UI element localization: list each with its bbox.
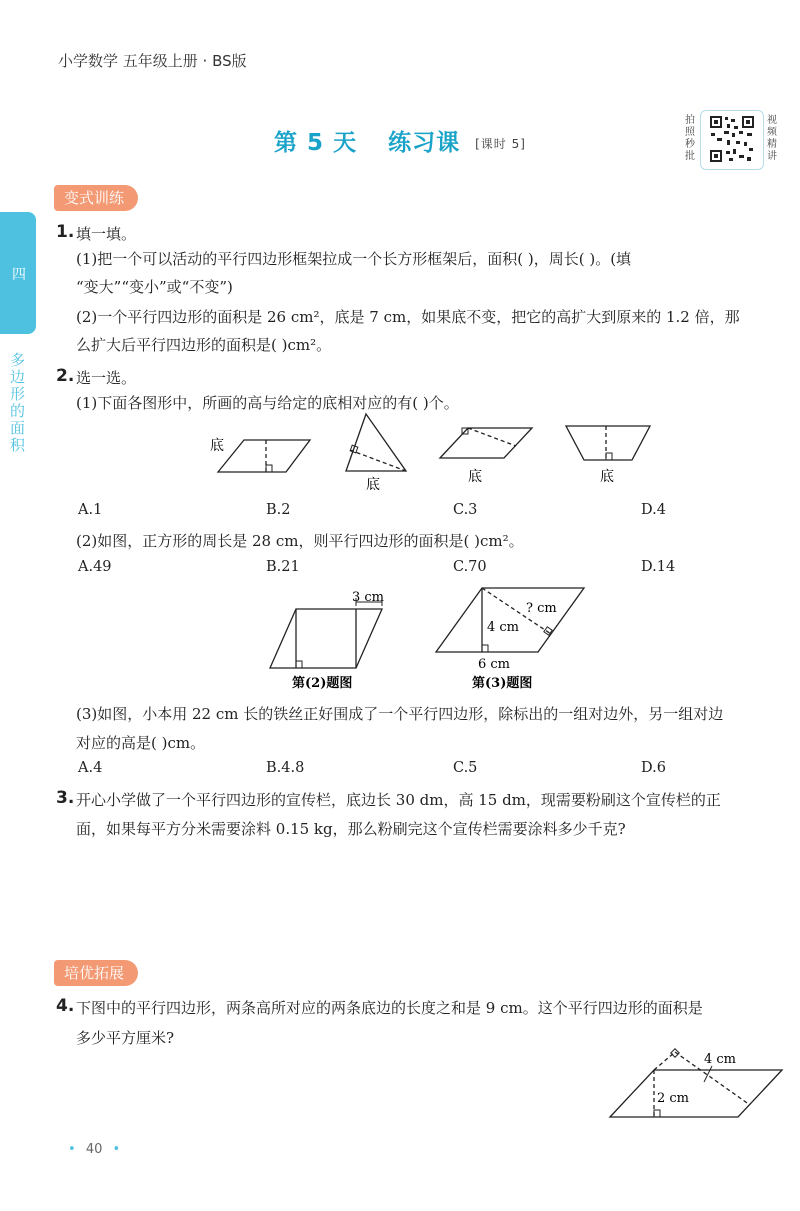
q2-part1-figures (200, 410, 660, 500)
book-header: 小学数学 五年级上册 · BS版 (58, 52, 247, 70)
q2-part3-line1: (3)如图，小本用 22 cm 长的铁丝正好围成了一个平行四边形，除标出的一组对边外，另一组对边 (76, 705, 724, 723)
figure-a (218, 440, 310, 472)
q2-part1: (1)下面各图形中，所画的高与给定的底相对应的有( )个。 (76, 394, 459, 412)
q2-part1-option-d[interactable]: D.4 (641, 502, 666, 518)
chapter-title: 多边形的面积 (10, 351, 26, 454)
q4-label-2cm: 2 cm (657, 1091, 690, 1106)
q2-title: 选一选。 (76, 369, 137, 387)
q1-part2-line1: (2)一个平行四边形的面积是 26 cm²，底是 7 cm，如果底不变，把它的高扩大到原来的 1.2 倍，那 (76, 308, 740, 326)
q3-number: 3. (56, 788, 75, 808)
page-number: 40 (85, 1142, 103, 1157)
q4-number: 4. (56, 996, 75, 1016)
q2-part2-option-d[interactable]: D.14 (641, 559, 676, 575)
fig3-caption: 第(3)题图 (472, 676, 533, 691)
page-footer (62, 1142, 126, 1157)
q2-part2-option-a[interactable]: A.49 (78, 559, 112, 575)
figure-c (440, 428, 532, 458)
qr-icon (701, 111, 761, 167)
figure-d-label: 底 (600, 469, 614, 485)
lesson-tag: [课时 5] (475, 137, 526, 151)
chapter-tab (0, 212, 36, 334)
figure-square-parallelogram (270, 598, 382, 668)
title-lesson: 练习课 (388, 130, 461, 156)
q3-line1: 开心小学做了一个平行四边形的宣传栏，底边长 30 dm，高 15 dm，现需要粉刷这个宣传栏的正 (76, 791, 721, 809)
fig3-label-base: 6 cm (478, 657, 511, 672)
figure-a-label: 底 (210, 438, 224, 454)
section-badge-extension: 培优拓展 (54, 960, 138, 986)
q2-part3-option-a[interactable]: A.4 (78, 760, 103, 776)
fig2-length-label: 3 cm (352, 590, 385, 605)
q1-part1-line2: “变大”“变小”或“不变”) (76, 278, 233, 296)
q4-figure (600, 1044, 790, 1124)
q1-part1-line1: (1)把一个可以活动的平行四边形框架拉成一个长方形框架后，面积( )，周长( )。(填 (76, 250, 632, 268)
q1-title: 填一填。 (76, 225, 137, 243)
q2-part1-option-c[interactable]: C.3 (453, 502, 478, 518)
section-badge-training: 变式训练 (54, 185, 138, 211)
q2-part2: (2)如图，正方形的周长是 28 cm，则平行四边形的面积是( )cm²。 (76, 532, 524, 550)
q2-part2-option-c[interactable]: C.70 (453, 559, 487, 575)
chapter-tab-label: 四 (12, 267, 26, 283)
q2-part3-line2: 对应的高是( )cm。 (76, 734, 206, 752)
footer-dot-icon: • (112, 1142, 121, 1157)
fig2-caption: 第(2)题图 (292, 676, 353, 691)
q1-number: 1. (56, 222, 75, 242)
figure-d (566, 426, 650, 460)
q2-part1-option-b[interactable]: B.2 (266, 502, 291, 518)
q4-label-4cm: 4 cm (704, 1052, 737, 1067)
fig3-label-height: 4 cm (487, 620, 520, 635)
q2-part3-option-b[interactable]: B.4.8 (266, 760, 305, 776)
q1-part2-line2: 么扩大后平行四边形的面积是( )cm²。 (76, 336, 332, 354)
page-title (0, 124, 800, 157)
q2-part2-option-b[interactable]: B.21 (266, 559, 300, 575)
q2-part23-figures (260, 582, 600, 692)
q4-line2: 多少平方厘米? (76, 1029, 175, 1047)
qr-code[interactable] (685, 110, 777, 170)
figure-b (346, 414, 406, 471)
q4-line1: 下图中的平行四边形，两条高所对应的两条底边的长度之和是 9 cm。这个平行四边形的面积是 (76, 999, 703, 1017)
figure-c-label: 底 (468, 469, 482, 485)
q3-line2: 面，如果每平方分米需要涂料 0.15 kg，那么粉刷完这个宣传栏需要涂料多少千克? (76, 820, 626, 838)
title-day: 第 5 天 (274, 130, 358, 156)
q2-part1-option-a[interactable]: A.1 (78, 502, 103, 518)
figure-b-label: 底 (366, 477, 380, 493)
fig3-label-unknown: ? cm (526, 601, 557, 616)
q2-number: 2. (56, 366, 75, 386)
qr-right-text: 视频精讲 (767, 115, 777, 162)
q2-part3-option-d[interactable]: D.6 (641, 760, 666, 776)
qr-left-text: 拍照秒批 (685, 115, 695, 162)
q2-part3-option-c[interactable]: C.5 (453, 760, 478, 776)
footer-dot-icon: • (68, 1142, 76, 1157)
